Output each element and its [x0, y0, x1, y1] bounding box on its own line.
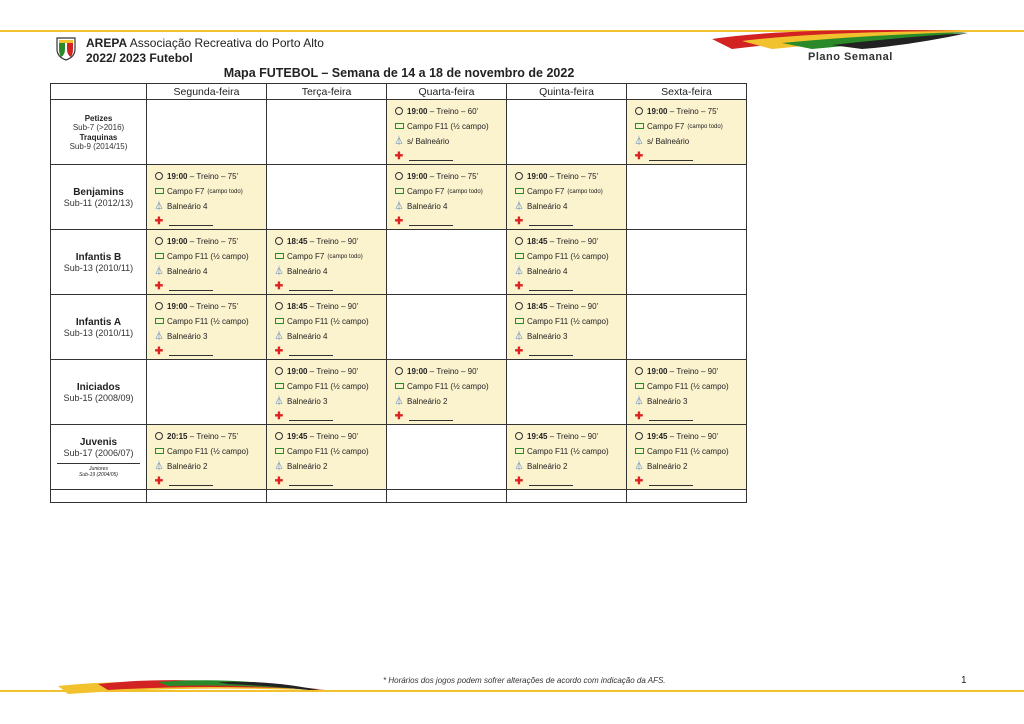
session-time: 19:00 — [167, 171, 188, 181]
team-age-group: Sub-19 (2004/05) — [79, 472, 118, 478]
session-field: Campo F7 — [407, 186, 445, 196]
empty-row — [51, 490, 747, 503]
empty-cell — [627, 295, 747, 360]
weekly-schedule-table — [50, 83, 747, 503]
decorative-stripes-bottom — [58, 672, 328, 698]
session-activity: – Treino – 90' — [307, 431, 359, 441]
session-locker-room: Balneário 3 — [647, 396, 688, 406]
clock-icon — [513, 302, 525, 312]
clock-icon — [393, 172, 405, 182]
session-activity: – Treino – 75' — [667, 106, 719, 116]
team-age-group: Sub-17 (2006/07) — [63, 448, 134, 458]
field-icon — [513, 318, 525, 326]
clock-icon — [633, 107, 645, 117]
team-name: Juvenis — [79, 437, 118, 448]
hanger-icon: ⏃ — [274, 396, 284, 406]
field-icon — [153, 318, 165, 326]
session-cell — [147, 230, 267, 295]
field-icon — [273, 383, 285, 391]
session-field: Campo F11 (½ campo) — [287, 316, 369, 326]
team-name: Benjamins — [73, 187, 124, 198]
session-details — [507, 425, 626, 489]
empty-cell — [267, 165, 387, 230]
session-time: 19:45 — [287, 431, 308, 441]
field-icon — [273, 318, 285, 326]
clock-icon — [153, 432, 165, 442]
medic-blank-line — [409, 217, 453, 226]
team-label-cell — [51, 295, 147, 360]
session-field: Campo F7 — [527, 186, 565, 196]
session-field-note: (campo todo) — [567, 188, 603, 195]
empty-cell — [627, 230, 747, 295]
hanger-icon: ⏃ — [514, 461, 524, 471]
field-icon — [153, 448, 165, 456]
first-aid-icon: ✚ — [274, 280, 284, 292]
session-field: Campo F11 (½ campo) — [167, 251, 249, 261]
session-details — [267, 360, 386, 424]
empty-cell — [387, 295, 507, 360]
medic-blank-line — [529, 347, 573, 356]
empty-cell — [267, 100, 387, 165]
medic-blank-line — [529, 282, 573, 291]
medic-blank-line — [169, 282, 213, 291]
session-cell — [267, 360, 387, 425]
page-number: 1 — [961, 675, 967, 686]
session-locker-room: Balneário 2 — [527, 461, 568, 471]
clock-icon — [153, 172, 165, 182]
medic-blank-line — [289, 412, 333, 421]
session-details — [387, 100, 506, 164]
first-aid-icon: ✚ — [154, 215, 164, 227]
session-time: 20:15 — [167, 431, 188, 441]
team-label-cell — [51, 165, 147, 230]
team-age-group: Sub-11 (2012/13) — [63, 198, 134, 208]
team-name: Infantis A — [75, 317, 122, 328]
session-time: 18:45 — [527, 301, 548, 311]
medic-blank-line — [289, 282, 333, 291]
hanger-icon: ⏃ — [634, 136, 644, 146]
session-time: 19:45 — [647, 431, 668, 441]
clock-icon — [393, 107, 405, 117]
field-icon — [633, 123, 645, 131]
session-cell — [507, 165, 627, 230]
session-details — [267, 425, 386, 489]
clock-icon — [633, 367, 645, 377]
session-field-note: (campo todo) — [207, 188, 243, 195]
empty-cell — [387, 425, 507, 490]
team-name: Infantis B — [75, 252, 122, 263]
session-details — [267, 230, 386, 294]
day-header: Segunda-feira — [147, 84, 267, 100]
session-locker-room: Balneário 4 — [167, 266, 208, 276]
hanger-icon: ⏃ — [274, 331, 284, 341]
first-aid-icon: ✚ — [394, 150, 404, 162]
session-activity: – Treino – 90' — [547, 236, 599, 246]
field-icon — [513, 253, 525, 261]
session-cell — [267, 230, 387, 295]
hanger-icon: ⏃ — [274, 266, 284, 276]
session-time: 19:45 — [527, 431, 548, 441]
empty-cell — [507, 360, 627, 425]
clock-icon — [513, 432, 525, 442]
medic-blank-line — [649, 152, 693, 161]
session-field: Campo F11 (½ campo) — [527, 316, 609, 326]
session-details — [147, 425, 266, 489]
session-field-note: (campo todo) — [327, 253, 363, 260]
hanger-icon: ⏃ — [634, 461, 644, 471]
hanger-icon: ⏃ — [154, 331, 164, 341]
session-time: 19:00 — [287, 366, 308, 376]
medic-blank-line — [169, 347, 213, 356]
empty-cell — [627, 490, 747, 503]
session-cell — [507, 425, 627, 490]
page-title: Mapa FUTEBOL – Semana de 14 a 18 de novembro de 2022 — [223, 66, 575, 80]
season-label: 2022/ 2023 Futebol — [86, 51, 193, 65]
session-cell — [627, 360, 747, 425]
clock-icon — [153, 237, 165, 247]
clock-icon — [273, 432, 285, 442]
field-icon — [153, 188, 165, 196]
session-activity: – Treino – 90' — [307, 236, 359, 246]
empty-cell — [267, 490, 387, 503]
clock-icon — [273, 367, 285, 377]
field-icon — [393, 123, 405, 131]
session-field: Campo F7 — [167, 186, 205, 196]
medic-blank-line — [649, 412, 693, 421]
session-time: 18:45 — [287, 236, 308, 246]
team-label-cell — [51, 425, 147, 490]
session-locker-room: Balneário 4 — [287, 331, 328, 341]
field-icon — [393, 188, 405, 196]
session-cell — [507, 295, 627, 360]
team-name: Petizes — [84, 114, 113, 123]
session-field: Campo F11 (½ campo) — [407, 381, 489, 391]
hanger-icon: ⏃ — [394, 201, 404, 211]
first-aid-icon: ✚ — [274, 475, 284, 487]
first-aid-icon: ✚ — [514, 280, 524, 292]
session-locker-room: Balneário 4 — [167, 201, 208, 211]
session-time: 18:45 — [287, 301, 308, 311]
empty-cell — [507, 490, 627, 503]
first-aid-icon: ✚ — [634, 410, 644, 422]
medic-blank-line — [289, 347, 333, 356]
medic-blank-line — [529, 477, 573, 486]
session-activity: – Treino – 75' — [187, 236, 239, 246]
first-aid-icon: ✚ — [154, 280, 164, 292]
first-aid-icon: ✚ — [514, 475, 524, 487]
session-details — [147, 230, 266, 294]
session-locker-room: Balneário 2 — [647, 461, 688, 471]
first-aid-icon: ✚ — [634, 150, 644, 162]
field-icon — [153, 253, 165, 261]
corner-cell — [51, 84, 147, 100]
session-cell — [147, 295, 267, 360]
session-field: Campo F11 (½ campo) — [647, 446, 729, 456]
medic-blank-line — [289, 477, 333, 486]
session-locker-room: Balneário 4 — [287, 266, 328, 276]
session-locker-room: s/ Balneário — [647, 136, 690, 146]
session-details — [507, 165, 626, 229]
team-name: Traquinas — [79, 133, 118, 142]
session-details — [387, 165, 506, 229]
session-time: 19:00 — [407, 106, 428, 116]
empty-cell — [387, 490, 507, 503]
day-header: Terça-feira — [267, 84, 387, 100]
team-age-group: Sub-7 (>2016) — [72, 123, 125, 132]
team-name: Iniciados — [76, 382, 121, 393]
clock-icon — [273, 302, 285, 312]
team-age-group: Sub-9 (2014/15) — [69, 142, 128, 151]
team-label-cell — [51, 360, 147, 425]
hanger-icon: ⏃ — [514, 331, 524, 341]
clock-icon — [153, 302, 165, 312]
session-locker-room: Balneário 4 — [407, 201, 448, 211]
empty-cell — [147, 360, 267, 425]
session-field: Campo F11 (½ campo) — [527, 446, 609, 456]
field-icon — [633, 383, 645, 391]
team-age-group: Sub-13 (2010/11) — [63, 263, 134, 273]
session-details — [147, 295, 266, 359]
hanger-icon: ⏃ — [634, 396, 644, 406]
first-aid-icon: ✚ — [154, 475, 164, 487]
first-aid-icon: ✚ — [274, 410, 284, 422]
session-details — [507, 295, 626, 359]
session-locker-room: Balneário 2 — [407, 396, 448, 406]
session-field: Campo F11 (½ campo) — [527, 251, 609, 261]
field-icon — [633, 448, 645, 456]
session-field: Campo F11 (½ campo) — [407, 121, 489, 131]
session-field-note: (campo todo) — [687, 123, 723, 130]
hanger-icon: ⏃ — [274, 461, 284, 471]
schedule-row — [51, 100, 747, 165]
first-aid-icon: ✚ — [514, 345, 524, 357]
team-label-cell — [51, 230, 147, 295]
clock-icon — [633, 432, 645, 442]
session-activity: – Treino – 75' — [187, 431, 239, 441]
session-details — [507, 230, 626, 294]
session-details — [627, 425, 746, 489]
field-icon — [513, 188, 525, 196]
decorative-stripes-top — [712, 27, 972, 53]
session-details — [627, 100, 746, 164]
session-cell — [627, 100, 747, 165]
plan-label: Plano Semanal — [808, 51, 893, 63]
session-details — [387, 360, 506, 424]
session-time: 19:00 — [407, 366, 428, 376]
empty-cell — [627, 165, 747, 230]
session-field: Campo F11 (½ campo) — [287, 381, 369, 391]
session-details — [147, 165, 266, 229]
first-aid-icon: ✚ — [394, 215, 404, 227]
table-header-row — [51, 84, 747, 100]
field-icon — [273, 253, 285, 261]
medic-blank-line — [169, 477, 213, 486]
session-cell — [147, 165, 267, 230]
empty-cell — [51, 490, 147, 503]
session-locker-room: s/ Balneário — [407, 136, 450, 146]
session-field: Campo F7 — [287, 251, 325, 261]
clock-icon — [393, 367, 405, 377]
session-activity: – Treino – 90' — [307, 366, 359, 376]
medic-blank-line — [529, 217, 573, 226]
empty-cell — [507, 100, 627, 165]
hanger-icon: ⏃ — [154, 461, 164, 471]
session-locker-room: Balneário 2 — [167, 461, 208, 471]
session-locker-room: Balneário 4 — [527, 201, 568, 211]
field-icon — [273, 448, 285, 456]
field-icon — [393, 383, 405, 391]
session-activity: – Treino – 90' — [547, 431, 599, 441]
session-activity: – Treino – 60' — [427, 106, 479, 116]
schedule-row — [51, 230, 747, 295]
first-aid-icon: ✚ — [154, 345, 164, 357]
session-time: 19:00 — [647, 106, 668, 116]
schedule-row — [51, 360, 747, 425]
session-time: 19:00 — [167, 301, 188, 311]
session-activity: – Treino – 90' — [427, 366, 479, 376]
session-activity: – Treino – 90' — [307, 301, 359, 311]
empty-cell — [147, 490, 267, 503]
org-name: Associação Recreativa do Porto Alto — [129, 36, 324, 50]
day-header: Quinta-feira — [507, 84, 627, 100]
schedule-row — [51, 165, 747, 230]
session-field: Campo F11 (½ campo) — [167, 316, 249, 326]
session-field-note: (campo todo) — [447, 188, 483, 195]
session-activity: – Treino – 90' — [667, 431, 719, 441]
session-cell — [267, 295, 387, 360]
first-aid-icon: ✚ — [394, 410, 404, 422]
session-cell — [507, 230, 627, 295]
session-time: 19:00 — [167, 236, 188, 246]
session-cell — [387, 100, 507, 165]
session-cell — [267, 425, 387, 490]
clock-icon — [513, 172, 525, 182]
session-cell — [387, 360, 507, 425]
schedule-row — [51, 295, 747, 360]
club-crest-icon — [56, 37, 76, 61]
footnote: * Horários dos jogos podem sofrer alterações de acordo com indicação da AFS. — [383, 676, 666, 685]
medic-blank-line — [649, 477, 693, 486]
session-activity: – Treino – 90' — [547, 301, 599, 311]
org-line — [86, 36, 324, 50]
medic-blank-line — [169, 217, 213, 226]
clock-icon — [513, 237, 525, 247]
hanger-icon: ⏃ — [514, 201, 524, 211]
day-header: Quarta-feira — [387, 84, 507, 100]
hanger-icon: ⏃ — [154, 266, 164, 276]
session-time: 19:00 — [647, 366, 668, 376]
session-field: Campo F7 — [647, 121, 685, 131]
clock-icon — [273, 237, 285, 247]
session-details — [267, 295, 386, 359]
session-field: Campo F11 (½ campo) — [167, 446, 249, 456]
session-cell — [387, 165, 507, 230]
schedule-row — [51, 425, 747, 490]
session-cell — [147, 425, 267, 490]
hanger-icon: ⏃ — [394, 136, 404, 146]
session-field: Campo F11 (½ campo) — [287, 446, 369, 456]
hanger-icon: ⏃ — [154, 201, 164, 211]
team-name: Juniores — [89, 466, 108, 472]
team-age-group: Sub-15 (2008/09) — [63, 393, 134, 403]
empty-cell — [147, 100, 267, 165]
first-aid-icon: ✚ — [634, 475, 644, 487]
session-field: Campo F11 (½ campo) — [647, 381, 729, 391]
session-time: 19:00 — [527, 171, 548, 181]
session-activity: – Treino – 75' — [187, 171, 239, 181]
session-time: 18:45 — [527, 236, 548, 246]
session-activity: – Treino – 75' — [427, 171, 479, 181]
session-locker-room: Balneário 3 — [527, 331, 568, 341]
session-activity: – Treino – 90' — [667, 366, 719, 376]
session-activity: – Treino – 75' — [547, 171, 599, 181]
bottom-rule — [0, 690, 1024, 692]
medic-blank-line — [409, 412, 453, 421]
session-locker-room: Balneário 2 — [287, 461, 328, 471]
session-locker-room: Balneário 4 — [527, 266, 568, 276]
hanger-icon: ⏃ — [514, 266, 524, 276]
team-label-cell — [51, 100, 147, 165]
medic-blank-line — [409, 152, 453, 161]
session-locker-room: Balneário 3 — [287, 396, 328, 406]
team-age-group: Sub-13 (2010/11) — [63, 328, 134, 338]
org-acronym: AREPA — [86, 36, 128, 50]
first-aid-icon: ✚ — [274, 345, 284, 357]
hanger-icon: ⏃ — [394, 396, 404, 406]
session-locker-room: Balneário 3 — [167, 331, 208, 341]
empty-cell — [387, 230, 507, 295]
session-details — [627, 360, 746, 424]
first-aid-icon: ✚ — [514, 215, 524, 227]
secondary-team-label — [57, 463, 140, 478]
session-cell — [627, 425, 747, 490]
session-time: 19:00 — [407, 171, 428, 181]
session-activity: – Treino – 75' — [187, 301, 239, 311]
day-header: Sexta-feira — [627, 84, 747, 100]
field-icon — [513, 448, 525, 456]
